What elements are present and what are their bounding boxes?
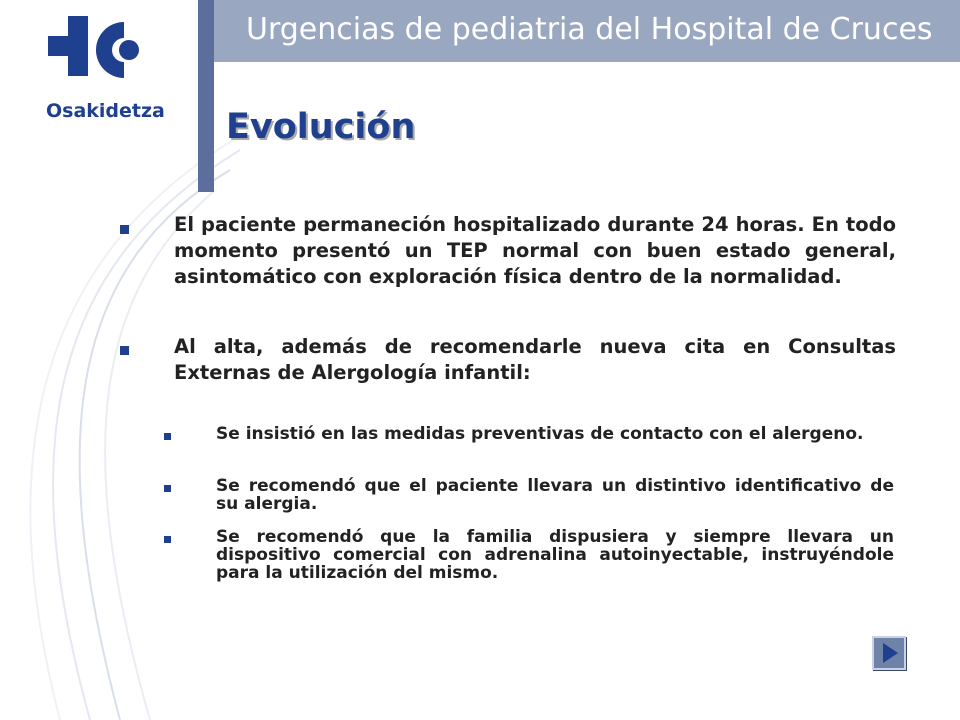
header-title: Urgencias de pediatria del Hospital de Cruces — [246, 12, 933, 47]
accent-bar — [198, 0, 214, 192]
play-triangle-icon — [874, 638, 904, 668]
bullet-text: Al alta, además de recomendarle nueva cita en Consultas Externas de Alergología infantil: — [174, 335, 896, 384]
bullet-text: El paciente permaneción hospitalizado durante 24 horas. En todo momento presentó un TEP normal con buen estado general, asintomático con exploración física dentro de la normalidad. — [174, 213, 896, 288]
bullet-marker — [120, 346, 129, 355]
sub-bullet-text: Se recomendó que el paciente llevara un distintivo identificativo de su alergia. — [216, 476, 894, 514]
slide-title: Evolución — [226, 107, 416, 147]
sub-bullet-marker — [164, 433, 171, 440]
sub-bullet-text: Se insistió en las medidas preventivas de contacto con el alergeno. — [216, 424, 864, 444]
next-slide-button[interactable] — [872, 636, 906, 670]
bullet-marker — [120, 225, 129, 234]
sub-bullet-marker — [164, 536, 171, 543]
sub-bullet-marker — [164, 485, 171, 492]
sub-bullet-text: Se recomendó que la familia dispusiera y siempre llevara un dispositivo comercial con adrenalina autoinyectable, instruyéndole para la utilización del mismo. — [216, 527, 894, 583]
logo-text: Osakidetza — [46, 100, 165, 122]
